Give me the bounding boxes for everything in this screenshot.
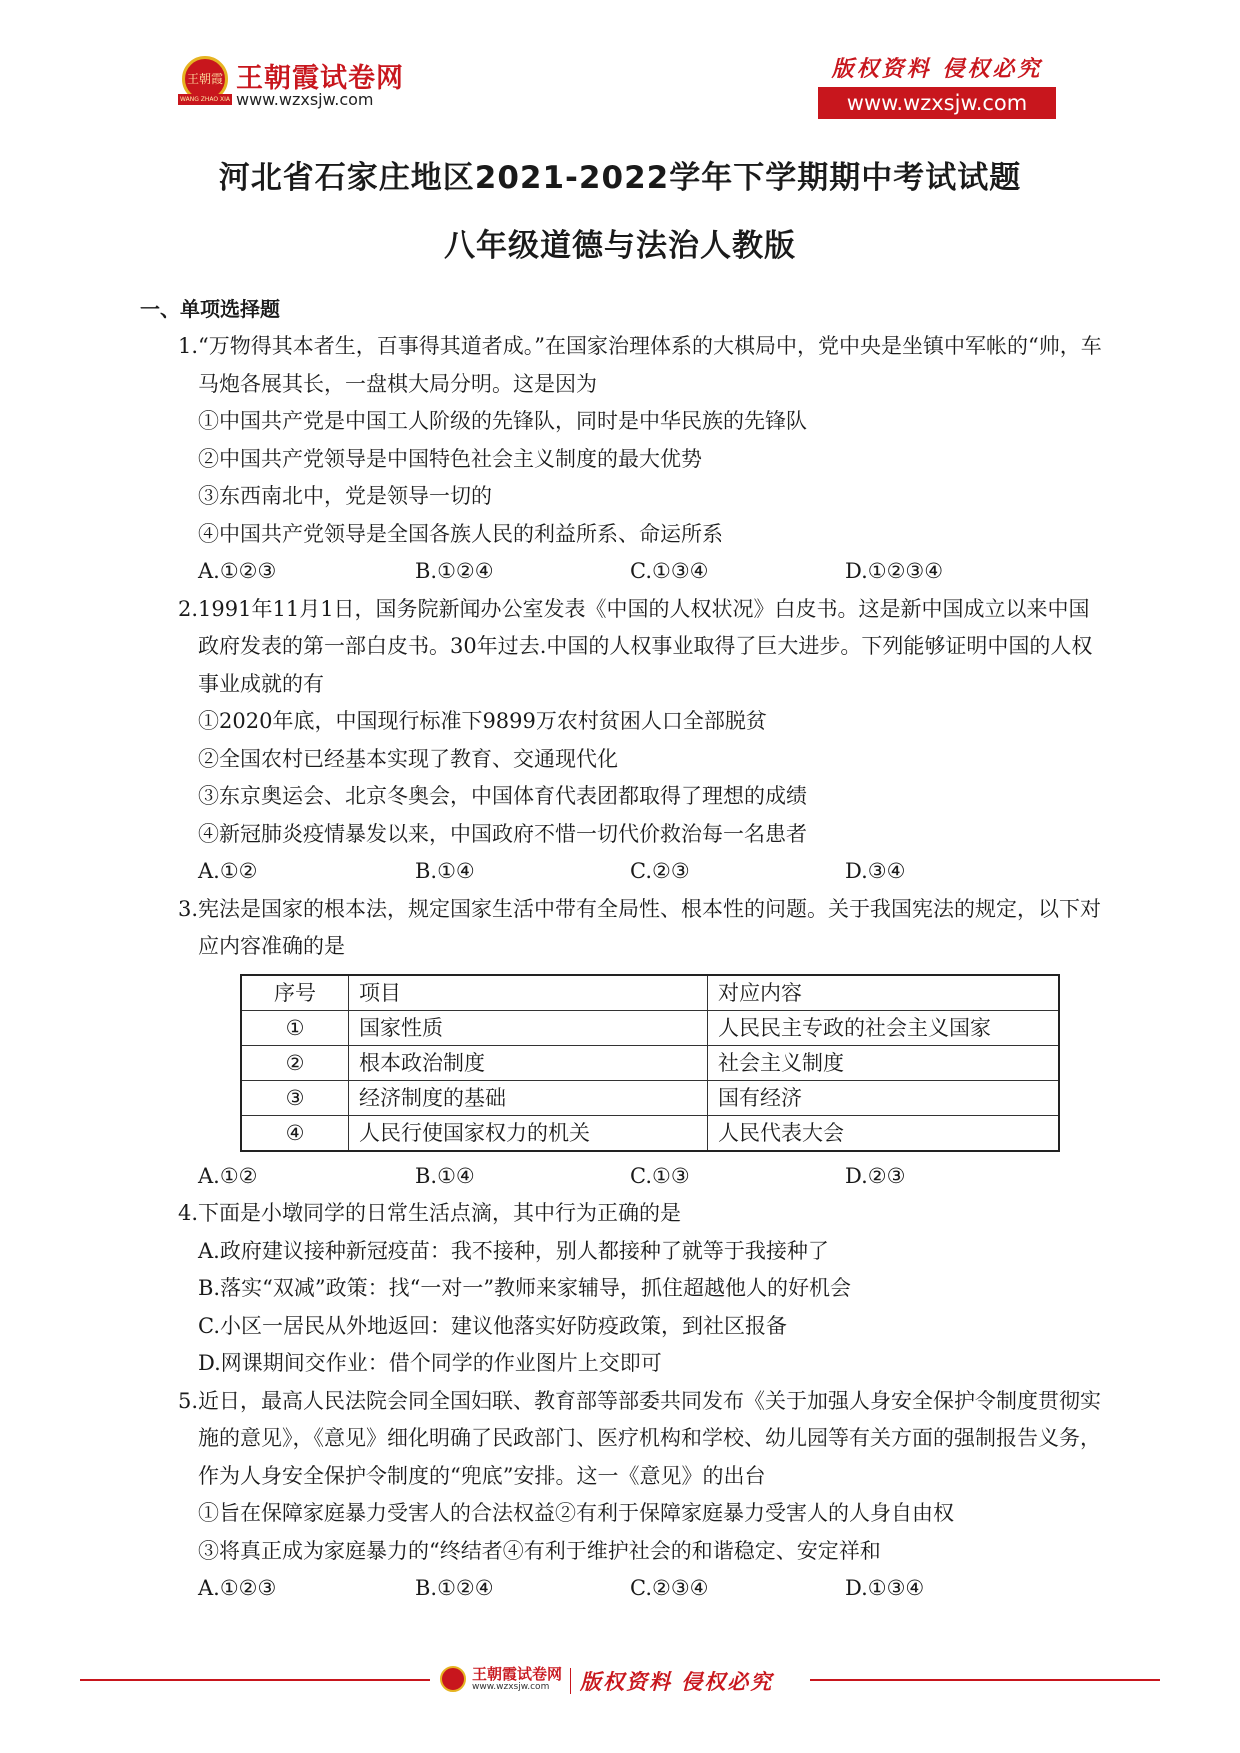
option-c[interactable]: C.②③ [630,859,690,883]
statement-item: ④中国共产党领导是全国各族人民的利益所系、命运所系 [198,521,723,546]
question-2 [140,591,1110,891]
option-a[interactable]: A.①②③ [198,559,277,583]
option-d[interactable]: D.②③ [845,1163,906,1188]
statement-item: ①旨在保障家庭暴力受害人的合法权益②有利于保障家庭暴力受害人的人身自由权 [198,1501,954,1525]
question-5 [140,1383,1110,1608]
option-a[interactable]: A.政府建议接种新冠疫苗：我不接种，别人都接种了就等于我接种了 [198,1238,829,1263]
logo-seal-icon: 王朝霞 [182,56,228,102]
option-d[interactable]: D.①③④ [845,1576,925,1600]
statement-item: ①中国共产党是中国工人阶级的先锋队，同时是中华民族的先锋队 [198,409,807,433]
table-header-cell: 序号 [241,975,349,1011]
question-stem: 1.“万物得其本者生，百事得其道者成。”在国家治理体系的大棋局中，党中央是坐镇中军帐的“帅，车马炮各展其长，一盘棋大局分明。这是因为 [178,334,1102,396]
table-cell: 人民代表大会 [708,1115,1060,1151]
footer-logo-name: 王朝霞试卷网 [472,1665,563,1683]
footer-divider-left [80,1679,430,1681]
table-cell: ① [241,1010,349,1045]
table-row [241,1080,1059,1115]
answer-options [140,1158,1110,1196]
site-logo[interactable] [182,52,402,114]
site-url-banner[interactable]: www.wzxsjw.com [818,87,1056,119]
option-a[interactable]: A.①②③ [198,1576,277,1600]
option-b[interactable]: B.①④ [415,1163,475,1188]
table-cell: 经济制度的基础 [349,1080,708,1115]
option-d[interactable]: D.③④ [845,859,906,883]
option-c[interactable]: C.①③ [630,1163,690,1188]
table-cell: ④ [241,1115,349,1151]
question-stem: 5.近日，最高人民法院会同全国妇联、教育部等部委共同发布《关于加强人身安全保护令制度贯彻实施的意见》，《意见》细化明确了民政部门、医疗机构和学校、幼儿园等有关方面的强制报告义务，作为人身安全保护令制度的“兜底”安排。这一《意见》的出台 [178,1388,1102,1488]
footer-slogan: 版权资料 侵权必究 [580,1669,774,1694]
option-b[interactable]: B.①②④ [415,559,494,583]
option-b[interactable]: B.落实“双减”政策：找“一对一”教师来家辅导，抓住超越他人的好机会 [198,1276,852,1300]
table-header-cell: 项目 [349,975,708,1011]
page-footer [80,1660,1160,1700]
answer-options [140,853,1110,891]
table-row [241,1045,1059,1080]
statement-item: ②中国共产党领导是中国特色社会主义制度的最大优势 [198,446,702,471]
option-c[interactable]: C.小区一居民从外地返回：建议他落实好防疫政策，到社区报备 [198,1313,787,1338]
logo-url[interactable]: www.wzxsjw.com [236,90,374,109]
statement-item: ③东西南北中，党是领导一切的 [198,484,492,508]
statement-item: ④新冠肺炎疫情暴发以来，中国政府不惜一切代价救治每一名患者 [198,821,807,846]
question-1 [140,328,1110,591]
table-cell: 国有经济 [708,1080,1060,1115]
logo-seal-ribbon: WANG ZHAO XIA [180,96,230,103]
question-4 [140,1195,1110,1383]
table-cell: ② [241,1045,349,1080]
option-a[interactable]: A.①② [198,859,258,883]
document-title: 河北省石家庄地区2021-2022学年下学期期中考试试题 [218,160,1022,196]
option-b[interactable]: B.①②④ [415,1576,494,1600]
option-c[interactable]: C.②③④ [630,1576,709,1600]
answer-options [140,1570,1110,1608]
section-heading: 一、单项选择题 [140,297,280,321]
question-stem: 4.下面是小墩同学的日常生活点滴，其中行为正确的是 [178,1201,682,1225]
question-stem: 2.1991年11月1日，国务院新闻办公室发表《中国的人权状况》白皮书。这是新中国成立以来中国政府发表的第一部白皮书。30年过去.中国的人权事业取得了巨大进步。下列能够证明中国的人权事业成就的有 [178,596,1093,696]
answer-options [140,553,1110,591]
table-row [241,1115,1059,1151]
constitution-table [240,974,1060,1152]
exam-content [140,290,1110,1608]
question-3 [140,891,1110,1196]
table-cell: 国家性质 [349,1010,708,1045]
table-row [241,1010,1059,1045]
option-a[interactable]: A.①② [198,1163,258,1188]
table-cell: 人民行使国家权力的机关 [349,1115,708,1151]
table-header-cell: 对应内容 [708,975,1060,1011]
statement-item: ②全国农村已经基本实现了教育、交通现代化 [198,746,618,771]
option-c[interactable]: C.①③④ [630,559,709,583]
copyright-slogan: 版权资料 侵权必究 [831,56,1043,82]
question-stem: 3.宪法是国家的根本法，规定国家生活中带有全局性、根本性的问题。关于我国宪法的规定，以下对应内容准确的是 [178,896,1102,958]
table-cell: 社会主义制度 [708,1045,1060,1080]
document-subtitle: 八年级道德与法治人教版 [444,228,796,264]
statement-item: ③东京奥运会、北京冬奥会，中国体育代表团都取得了理想的成绩 [198,784,807,808]
table-cell: 人民民主专政的社会主义国家 [708,1010,1060,1045]
copyright-banner [818,52,1056,119]
footer-logo-seal-icon [440,1666,466,1692]
table-cell: ③ [241,1080,349,1115]
footer-logo-url[interactable]: www.wzxsjw.com [472,1682,550,1692]
statement-item: ③将真正成为家庭暴力的“终结者④有利于维护社会的和谐稳定、安定祥和 [198,1538,881,1563]
option-d[interactable]: D.①②③④ [845,559,944,583]
option-b[interactable]: B.①④ [415,859,475,883]
footer-separator [570,1668,571,1694]
logo-name: 王朝霞试卷网 [236,63,404,94]
table-header-row [241,975,1059,1011]
footer-divider-right [810,1679,1160,1681]
table-cell: 根本政治制度 [349,1045,708,1080]
statement-item: ①2020年底，中国现行标准下9899万农村贫困人口全部脱贫 [198,709,767,733]
option-d[interactable]: D.网课期间交作业：借个同学的作业图片上交即可 [198,1351,662,1375]
